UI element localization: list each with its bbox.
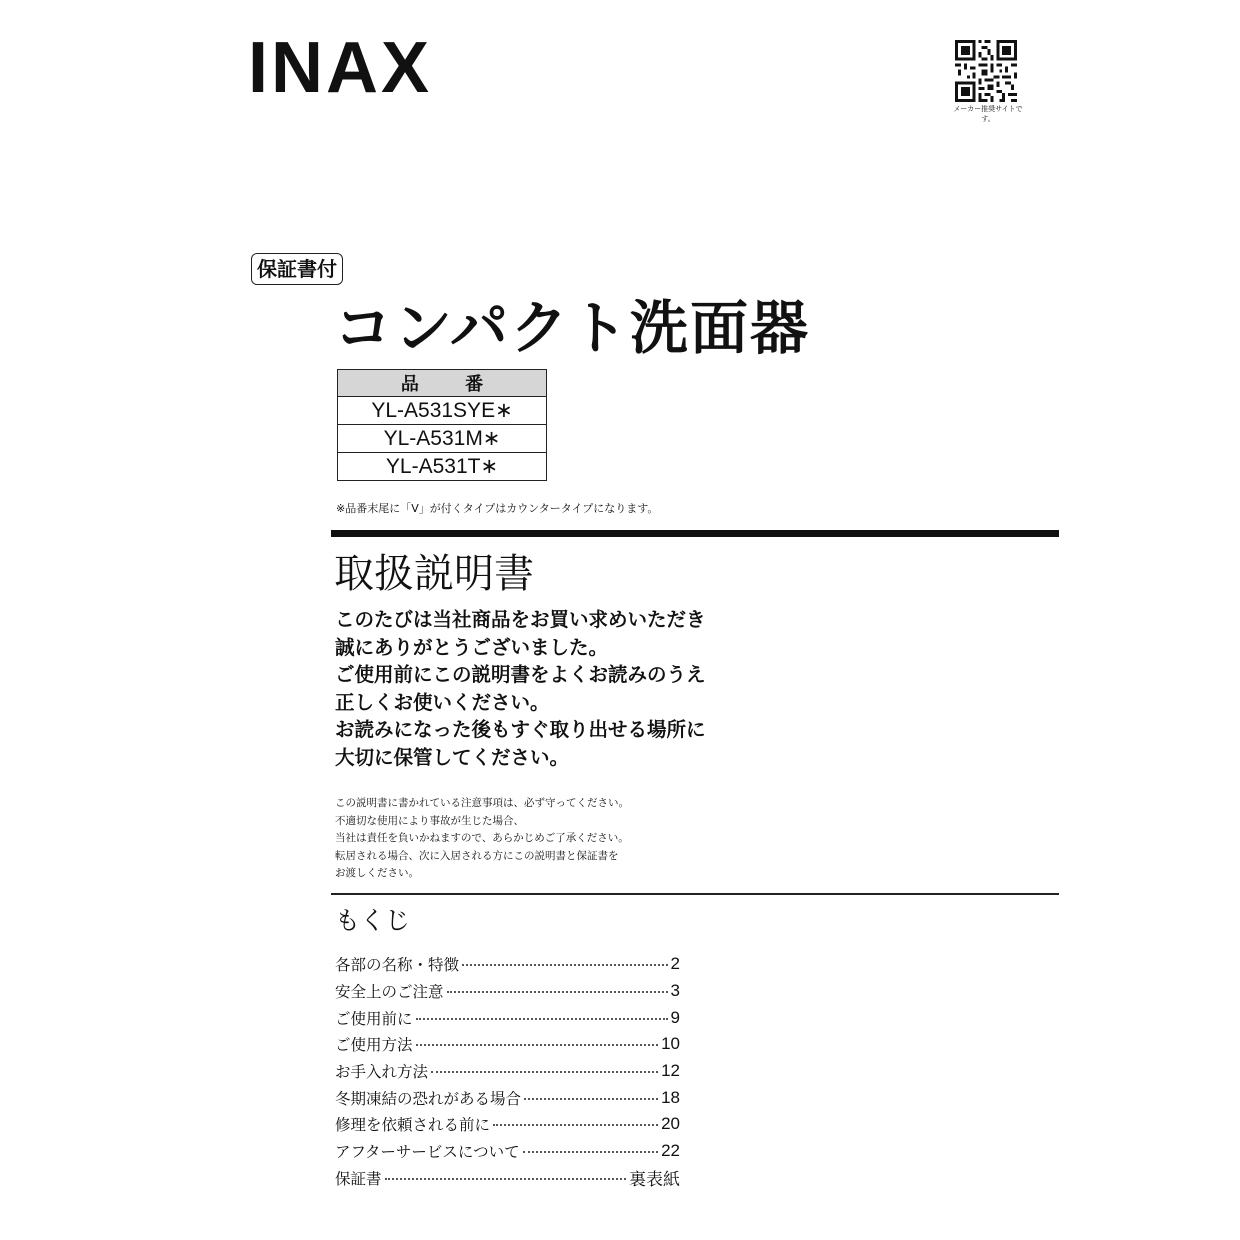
toc-item-label: 各部の名称・特徴 bbox=[335, 956, 460, 975]
toc-item-page: 9 bbox=[670, 1007, 680, 1027]
greeting-paragraph bbox=[335, 606, 706, 771]
toc-item[interactable] bbox=[335, 1138, 680, 1165]
toc-item-page: 10 bbox=[661, 1034, 680, 1054]
toc-item[interactable] bbox=[335, 1004, 680, 1031]
model-number-table bbox=[337, 369, 547, 481]
greeting-line: 誠にありがとうございました。 bbox=[335, 635, 609, 659]
toc-item-page: 20 bbox=[661, 1114, 680, 1134]
model-number: YL-A531SYE∗ bbox=[338, 397, 547, 425]
notice-line: 転居される場合、次に入居される方にこの説明書と保証書を bbox=[335, 849, 619, 862]
section-divider-thin bbox=[331, 893, 1059, 895]
qr-code-icon bbox=[955, 40, 1017, 102]
toc-leader-dots bbox=[385, 1178, 626, 1180]
toc-leader-dots bbox=[447, 991, 668, 993]
table-of-contents bbox=[335, 951, 680, 1191]
toc-item-page: 22 bbox=[661, 1141, 680, 1161]
section-divider-thick bbox=[331, 530, 1059, 537]
toc-item[interactable] bbox=[335, 951, 680, 978]
warranty-badge: 保証書付 bbox=[251, 253, 343, 285]
toc-leader-dots bbox=[431, 1071, 658, 1073]
product-title: コンパクト洗面器 bbox=[334, 294, 810, 362]
toc-item[interactable] bbox=[335, 1058, 680, 1085]
toc-item-page: 3 bbox=[670, 981, 680, 1001]
toc-item-label: 保証書 bbox=[335, 1169, 382, 1188]
greeting-line: ご使用前にこの説明書をよくお読みのうえ bbox=[335, 663, 706, 686]
inax-logo: INAX bbox=[248, 28, 433, 108]
model-number: YL-A531M∗ bbox=[338, 425, 547, 453]
safety-notice bbox=[335, 795, 629, 883]
toc-item[interactable] bbox=[335, 978, 680, 1005]
toc-heading: もくじ bbox=[335, 906, 411, 935]
notice-line: お渡しください。 bbox=[335, 867, 419, 879]
greeting-line: このたびは当社商品をお買い求めいただき bbox=[335, 608, 706, 631]
manual-title: 取扱説明書 bbox=[334, 551, 534, 597]
toc-item-label: ご使用方法 bbox=[335, 1036, 413, 1055]
toc-leader-dots bbox=[524, 1098, 658, 1100]
toc-item[interactable] bbox=[335, 1165, 680, 1192]
toc-item-label: アフターサービスについて bbox=[335, 1143, 520, 1162]
qr-caption: メーカー推奨サイトです。 bbox=[953, 105, 1023, 123]
toc-item-page: 12 bbox=[661, 1061, 680, 1081]
model-table-header: 品 番 bbox=[338, 370, 547, 397]
toc-item-page: 裏表紙 bbox=[629, 1170, 680, 1190]
model-number: YL-A531T∗ bbox=[338, 453, 547, 481]
toc-item-label: 安全上のご注意 bbox=[335, 983, 444, 1002]
notice-line: この説明書に書かれている注意事項は、必ず守ってください。 bbox=[335, 797, 629, 809]
toc-item-page: 2 bbox=[670, 954, 680, 974]
toc-leader-dots bbox=[493, 1124, 658, 1126]
toc-item-label: 冬期凍結の恐れがある場合 bbox=[335, 1089, 522, 1108]
toc-item[interactable] bbox=[335, 1084, 680, 1111]
toc-leader-dots bbox=[462, 964, 668, 966]
toc-item-label: 修理を依頼される前に bbox=[335, 1116, 491, 1135]
toc-item-page: 18 bbox=[661, 1087, 680, 1107]
toc-leader-dots bbox=[523, 1151, 658, 1153]
toc-leader-dots bbox=[416, 1044, 659, 1046]
notice-line: 不適切な使用により事故が生じた場合、 bbox=[335, 814, 524, 827]
greeting-line: 大切に保管してください。 bbox=[335, 745, 570, 769]
greeting-line: お読みになった後もすぐ取り出せる場所に bbox=[335, 718, 706, 741]
toc-item-label: ご使用前に bbox=[335, 1009, 413, 1028]
toc-item[interactable] bbox=[335, 1111, 680, 1138]
model-suffix-note: ※品番末尾に「V」が付くタイプはカウンタータイプになります。 bbox=[336, 502, 659, 515]
greeting-line: 正しくお使いください。 bbox=[335, 690, 550, 714]
notice-line: 当社は責任を負いかねますので、あらかじめご了承ください。 bbox=[335, 832, 629, 844]
toc-item-label: お手入れ方法 bbox=[335, 1063, 429, 1082]
toc-leader-dots bbox=[416, 1018, 668, 1020]
toc-item[interactable] bbox=[335, 1031, 680, 1058]
